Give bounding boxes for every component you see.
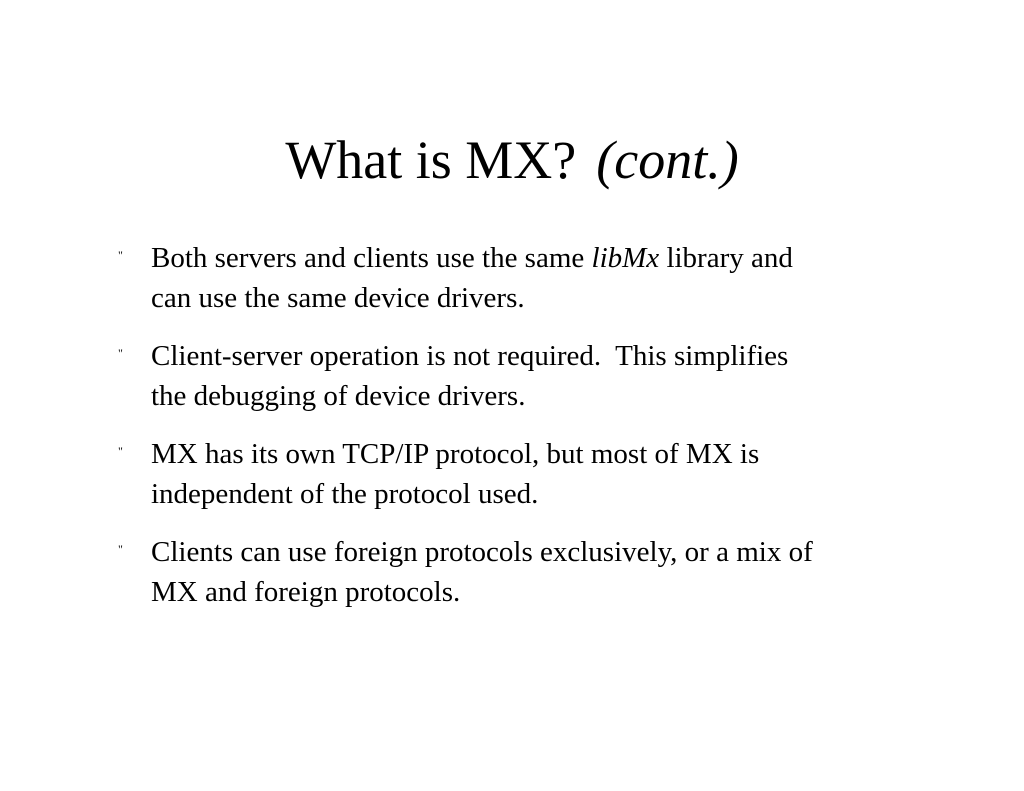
- bullet-item: [0, 434, 1024, 514]
- bullet-line: can use the same device drivers.: [151, 282, 525, 314]
- bullet-marker-icon: ": [118, 444, 123, 458]
- bullet-line: MX has its own TCP/IP protocol, but most of MX is: [151, 438, 760, 470]
- slide-title-suffix: (cont.): [596, 130, 739, 190]
- bullet-line: Client-server operation is not required. This simplifies: [151, 340, 789, 372]
- bullet-text-italic: libMx: [591, 242, 660, 274]
- bullet-marker-icon: ": [118, 542, 123, 556]
- bullet-text-segment: Both servers and clients use the same: [151, 242, 592, 274]
- bullet-line: Clients can use foreign protocols exclusively, or a mix of: [151, 536, 813, 568]
- slide-title-main: What is MX?: [285, 130, 577, 190]
- bullet-text: [151, 336, 931, 416]
- bullet-text: [151, 532, 931, 612]
- bullet-list: [0, 238, 1024, 630]
- bullet-line: independent of the protocol used.: [151, 478, 539, 510]
- bullet-text: [151, 434, 931, 514]
- bullet-marker-icon: ": [118, 346, 123, 360]
- bullet-text-segment: library and: [659, 242, 793, 274]
- bullet-item: [0, 532, 1024, 612]
- bullet-line: [151, 238, 931, 278]
- bullet-item: [0, 238, 1024, 318]
- bullet-marker-icon: ": [118, 248, 123, 262]
- bullet-line: the debugging of device drivers.: [151, 380, 526, 412]
- slide-title: [0, 128, 1024, 192]
- bullet-line: MX and foreign protocols.: [151, 576, 461, 608]
- bullet-item: [0, 336, 1024, 416]
- bullet-text: [151, 238, 931, 318]
